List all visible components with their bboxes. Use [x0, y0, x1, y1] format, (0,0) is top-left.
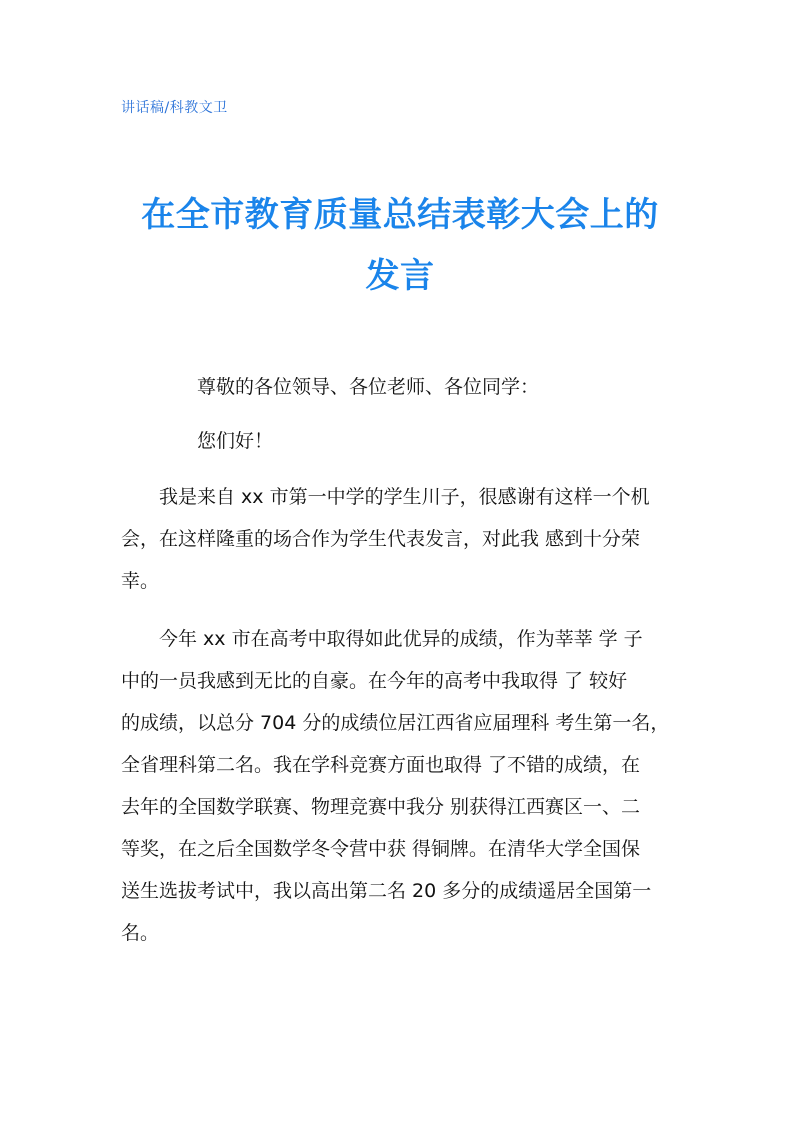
- text-line: 您们好！: [197, 430, 274, 452]
- text-line: 尊敬的各位领导、各位老师、各位同学：: [197, 376, 540, 398]
- page-title-line-1: 在全市教育质量总结表彰大会上的: [141, 195, 659, 235]
- text-line: 全省理科第二名。我在学科竞赛方面也取得 了不错的成绩，在: [121, 754, 641, 776]
- document-body: [121, 366, 681, 968]
- text-line: 会，在这样隆重的场合作为学生代表发言，对此我 感到十分荣: [121, 528, 641, 550]
- text-line: 的成绩，以总分 704 分的成绩位居江西省应届理科 考生第一名，: [121, 712, 670, 734]
- paragraph-introduction: [121, 476, 681, 602]
- page-title-line-2: 发言: [365, 256, 435, 296]
- text-line: 等奖，在之后全国数学冬令营中获 得铜牌。在清华大学全国保: [121, 838, 641, 860]
- paragraph-greeting: [121, 420, 681, 462]
- text-line: 幸。: [121, 570, 160, 592]
- paragraph-salutation: [121, 366, 681, 408]
- text-line: 我是来自 xx 市第一中学的学生川子，很感谢有这样一个机: [159, 486, 650, 508]
- paragraph-achievements: [121, 618, 681, 954]
- text-line: 名。: [121, 922, 160, 944]
- text-line: 去年的全国数学联赛、物理竞赛中我分 别获得江西赛区一、二: [121, 796, 641, 818]
- text-line: 中的一员我感到无比的自豪。在今年的高考中我取得 了 较好: [121, 670, 628, 692]
- text-line: 今年 xx 市在高考中取得如此优异的成绩，作为莘莘 学 子: [159, 628, 643, 650]
- category-label: 讲话稿/科教文卫: [121, 100, 228, 116]
- text-line: 送生选拔考试中，我以高出第二名 20 多分的成绩遥居全国第一: [121, 880, 652, 902]
